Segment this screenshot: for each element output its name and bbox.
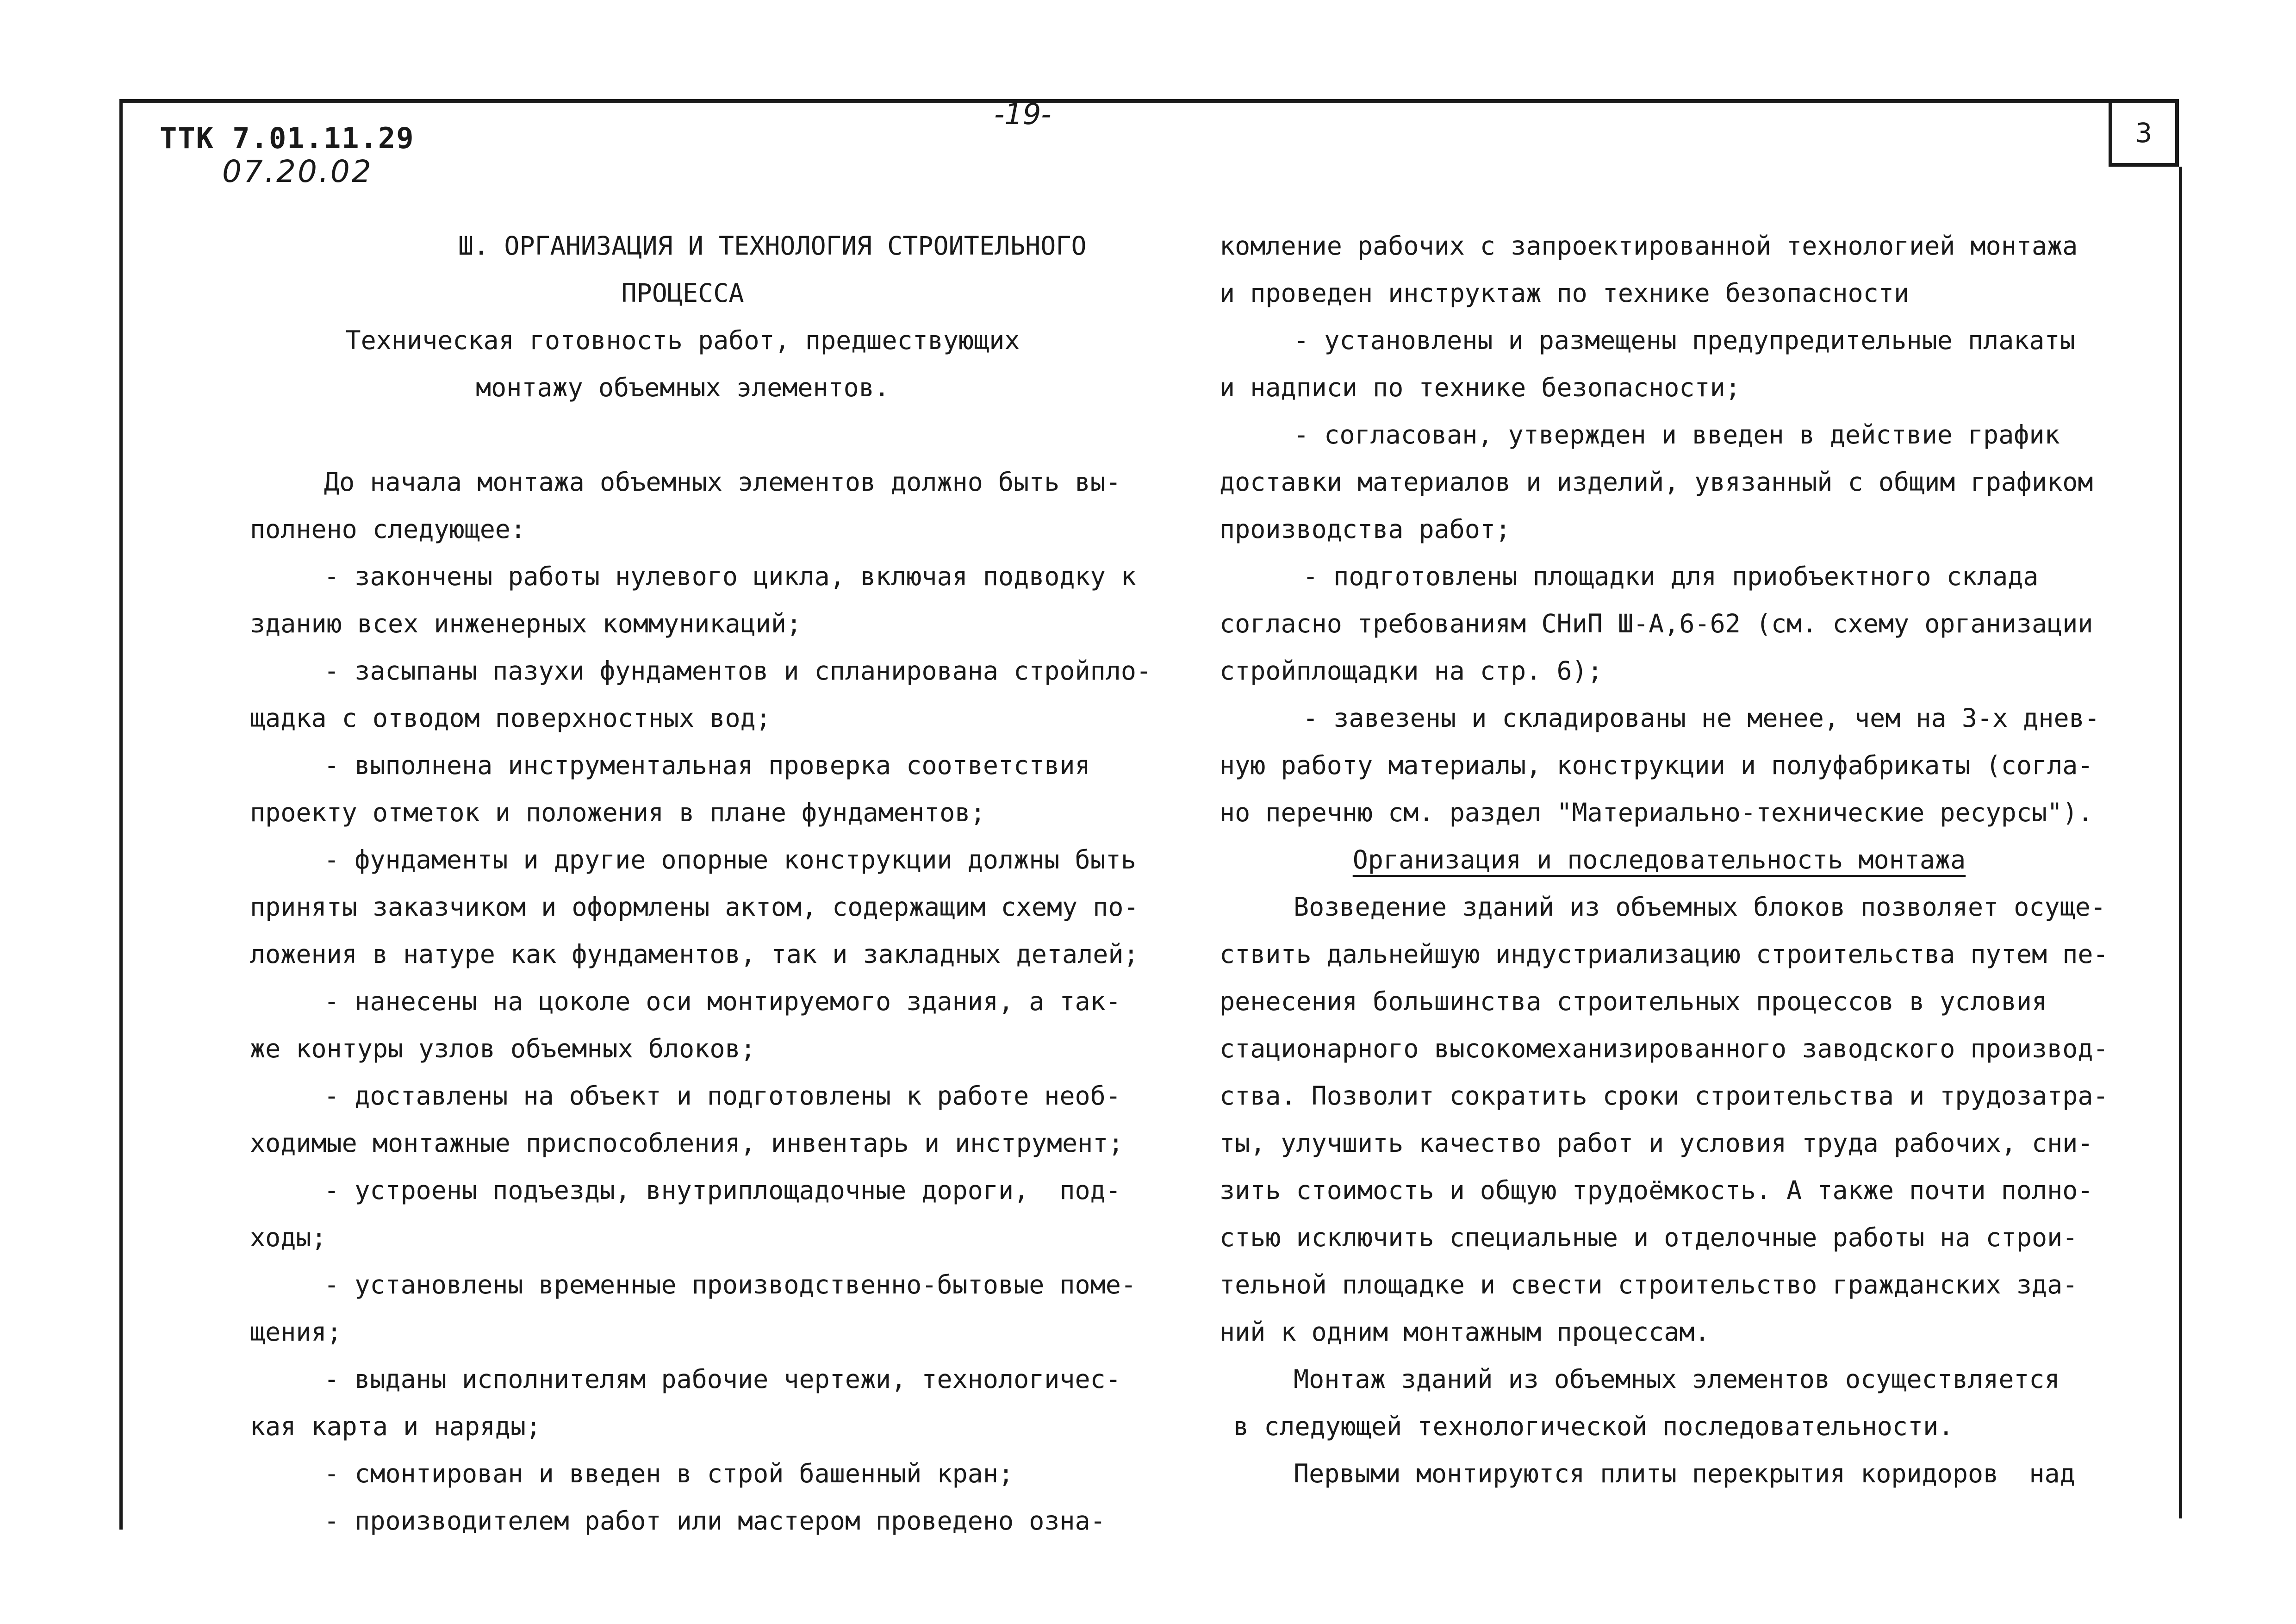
document-code: ТТК 7.01.11.29: [160, 121, 415, 155]
left-column-line: полнено следующее:: [250, 514, 526, 544]
right-column-line: в следующей технологической последовательности.: [1233, 1412, 1954, 1441]
right-column-line: и проведен инструктаж по технике безопасности: [1220, 278, 1910, 308]
right-column-line: и надписи по технике безопасности;: [1220, 373, 1741, 402]
right-column-line: доставки материалов и изделий, увязанный с общим графиком: [1220, 467, 2093, 497]
left-column-line: Ш. ОРГАНИЗАЦИЯ И ТЕХНОЛОГИЯ СТРОИТЕЛЬНОГО: [458, 231, 1087, 261]
right-column-line: зить стоимость и общую трудоёмкость. А также почти полно-: [1220, 1175, 2093, 1205]
right-column-line: согласно требованиям СНиП Ш-А,6-62 (см. схему организации: [1220, 609, 2093, 638]
left-column-line: - нанесены на цоколе оси монтируемого здания, а так-: [324, 987, 1121, 1016]
left-column-line: - установлены временные производственно-бытовые поме-: [324, 1270, 1136, 1299]
right-column-line: [1220, 836, 2099, 883]
frame-right-border: [2179, 167, 2182, 1518]
right-column-line: ренесения большинства строительных процессов в условия: [1220, 987, 2047, 1016]
left-column-line: ПРОЦЕССА: [621, 278, 744, 308]
right-column-line: Монтаж зданий из объемных элементов осуществляется: [1294, 1364, 2060, 1394]
left-column-line: [250, 411, 1115, 458]
right-column-line: ты, улучшить качество работ и условия труда рабочих, сни-: [1220, 1128, 2093, 1158]
document-code-handwritten: 07.20.02: [222, 154, 373, 189]
left-column-line: - производителем работ или мастером проведено озна-: [324, 1506, 1106, 1536]
left-column-line: приняты заказчиком и оформлены актом, содержащим схему по-: [250, 892, 1139, 922]
left-column-line: проекту отметок и положения в плане фундаментов;: [250, 798, 986, 827]
right-text-column: [1220, 222, 2109, 1497]
left-column-line: Техническая готовность работ, предшествующих: [345, 325, 1020, 355]
right-column-line: - установлены и размещены предупредительные плакаты: [1294, 325, 2075, 355]
sheet-number: 3: [2135, 117, 2153, 149]
left-column-line: - выполнена инструментальная проверка соответствия: [324, 750, 1090, 780]
right-column-line: ствить дальнейшую индустриализацию строительства путем пе-: [1220, 939, 2109, 969]
right-column-line: но перечню см. раздел "Материально-технические ресурсы").: [1220, 798, 2093, 827]
left-text-column: [250, 222, 1152, 1544]
left-column-line: же контуры узлов объемных блоков;: [250, 1034, 756, 1063]
left-column-line: ходимые монтажные приспособления, инвентарь и инструмент;: [250, 1128, 1124, 1158]
right-column-line: ную работу материалы, конструкции и полуфабрикаты (согла-: [1220, 750, 2093, 780]
right-column-line: ний к одним монтажным процессам.: [1220, 1317, 1710, 1347]
left-column-line: щадка с отводом поверхностных вод;: [250, 703, 771, 733]
left-column-line: - фундаменты и другие опорные конструкции должны быть: [324, 845, 1136, 874]
right-column-line: - согласован, утвержден и введен в действие график: [1294, 420, 2060, 450]
left-column-line: - закончены работы нулевого цикла, включая подводку к: [324, 562, 1136, 591]
right-column-line: производства работ;: [1220, 514, 1511, 544]
right-column-line: Первыми монтируются плиты перекрытия коридоров над: [1294, 1459, 2075, 1488]
right-column-line: стью исключить специальные и отделочные работы на строи-: [1220, 1223, 2078, 1252]
right-column-line: стройплощадки на стр. 6);: [1220, 656, 1603, 686]
left-column-line: - устроены подъезды, внутриплощадочные дороги, под-: [324, 1175, 1121, 1205]
right-column-line: Возведение зданий из объемных блоков позволяет осуще-: [1294, 892, 2106, 922]
left-column-line: ходы;: [250, 1223, 327, 1252]
right-column-line: комление рабочих с запроектированной технологией монтажа: [1220, 231, 2078, 261]
left-column-line: - доставлены на объект и подготовлены к работе необ-: [324, 1081, 1121, 1111]
frame-left-border: [119, 99, 123, 1530]
left-column-line: - выданы исполнителям рабочие чертежи, технологичес-: [324, 1364, 1121, 1394]
right-column-line: стационарного высокомеханизированного заводского производ-: [1220, 1034, 2109, 1063]
right-column-line: - завезены и складированы не менее, чем на 3-х днев-: [1303, 703, 2100, 733]
frame-top-border: [119, 99, 2179, 103]
right-column-line: тельной площадке и свести строительство гражданских зда-: [1220, 1270, 2078, 1299]
left-column-line: - засыпаны пазухи фундаментов и спланирована стройпло-: [324, 656, 1152, 686]
right-column-heading: Организация и последовательность монтажа: [1352, 845, 1966, 874]
right-column-line: ства. Позволит сократить сроки строительства и трудозатра-: [1220, 1081, 2109, 1111]
sheet-number-box: [2109, 99, 2179, 167]
left-column-line: зданию всех инженерных коммуникаций;: [250, 609, 802, 638]
left-column-line: кая карта и наряды;: [250, 1412, 541, 1441]
right-column-line: - подготовлены площадки для приобъектного склада: [1303, 562, 2039, 591]
left-column-line: щения;: [250, 1317, 342, 1347]
left-column-line: До начала монтажа объемных элементов должно быть вы-: [324, 467, 1121, 497]
left-column-line: ложения в натуре как фундаментов, так и закладных деталей;: [250, 939, 1139, 969]
left-column-line: монтажу объемных элементов.: [475, 373, 890, 402]
left-column-line: - смонтирован и введен в строй башенный кран;: [324, 1459, 1014, 1488]
page-number: -19-: [994, 97, 1052, 131]
